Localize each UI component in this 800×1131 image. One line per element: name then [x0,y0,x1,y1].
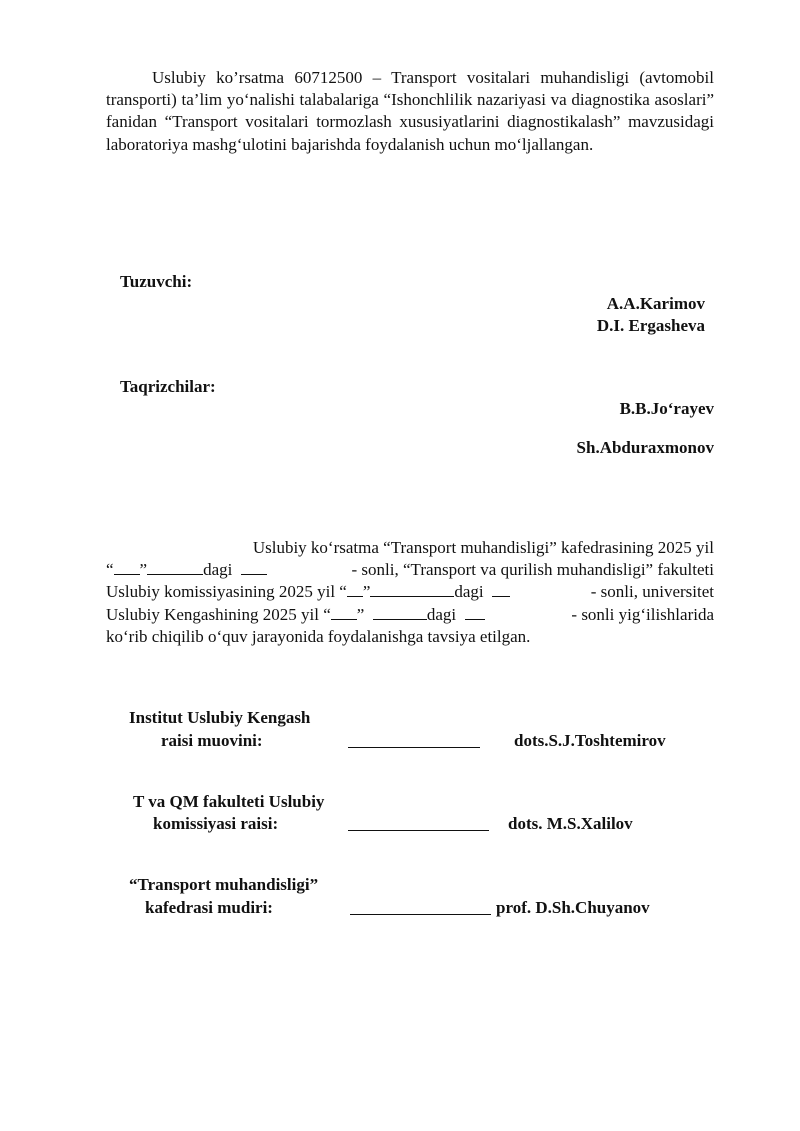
number-blank [465,605,485,620]
author-name-1: A.A.Karimov [606,294,705,313]
day-blank [114,560,140,575]
approval-line-1: Uslubiy ko‘rsatma “Transport muhandisligi” kafedrasining 2025 yil [252,538,714,557]
approval-line-2: “ ” dagi - sonli, “Transport va qurilish muhandisligi” fakulteti [106,560,714,580]
reviewers-heading: Taqrizchilar: [120,377,216,396]
signature-name-2: dots. M.S.Xalilov [508,814,633,833]
month-blank [147,560,203,575]
signature-title-1-line2: raisi muovini: [161,731,263,750]
approval-paragraph [106,537,714,648]
number-blank [241,560,267,575]
month-blank [373,605,427,620]
author-name-2: D.I. Ergasheva [596,316,705,335]
day-blank [347,582,363,597]
signature-name-3: prof. D.Sh.Chuyanov [496,898,650,917]
signature-line-1 [348,747,480,748]
month-blank [370,582,454,597]
day-blank [331,605,357,620]
authors-heading: Tuzuvchi: [120,272,193,291]
approval-line-5: ko‘rib chiqilib o‘quv jarayonida foydalanishga tavsiya etilgan. [106,626,531,646]
number-blank [492,582,510,597]
approval-line-3: Uslubiy komissiyasining 2025 yil “ ” dagi - sonli, universitet [106,582,714,602]
signature-name-1: dots.S.J.Toshtemirov [514,731,666,750]
reviewer-name-1: B.B.Jo‘rayev [619,399,714,418]
signature-title-2-line1: T va QM fakulteti Uslubiy [133,792,325,811]
signature-title-3-line2: kafedrasi mudiri: [145,898,273,917]
signature-title-1-line1: Institut Uslubiy Kengash [129,708,311,727]
signature-line-2 [348,830,489,831]
intro-paragraph: Uslubiy ko’rsatma 60712500 – Transport vositalari muhandisligi (avtomobil transporti) ta’lim yo‘nalishi talabalariga “Ishonchlilik nazariyasi va diagnostika asoslari” fanidan “Transport vositalari tormozlash xususiyatlarini diagnostikalash” mavzusidagi laboratoriya mashg‘ulotini bajarishda foydalanish uchun mo‘ljallangan. [106,68,714,154]
signature-title-2-line2: komissiyasi raisi: [153,814,279,833]
reviewer-name-2: Sh.Abduraxmonov [576,438,714,457]
signature-title-3-line1: “Transport muhandisligi” [129,875,319,894]
signature-line-3 [350,914,491,915]
approval-line-4: Uslubiy Kengashining 2025 yil “ ” dagi - sonli yig‘ilishlarida [106,604,714,624]
